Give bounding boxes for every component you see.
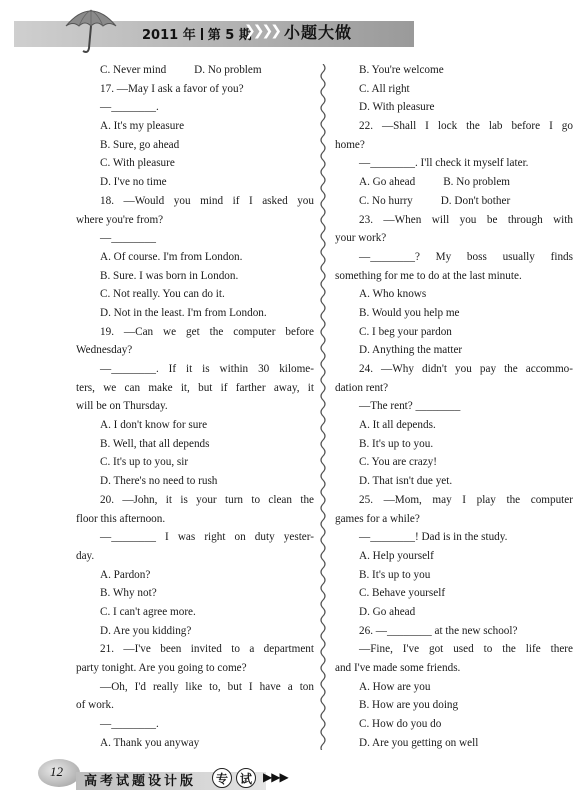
text-line: your work? bbox=[335, 232, 387, 245]
text-line: 21. —I've been invited to a department bbox=[100, 643, 314, 656]
text-line: D. That isn't due yet. bbox=[359, 475, 453, 488]
text-line: D. Are you kidding? bbox=[100, 624, 192, 637]
footer-badge-1: 专 bbox=[212, 768, 232, 788]
text-line: —Oh, I'd really like to, but I have a ton bbox=[100, 680, 314, 693]
text-line: C. It's up to you, sir bbox=[100, 456, 189, 469]
text-line: D. Not in the least. I'm from London. bbox=[100, 306, 267, 319]
text-line: A. It's my pleasure bbox=[100, 120, 185, 133]
page-number: 12 bbox=[50, 764, 63, 779]
text-line: day. bbox=[76, 549, 95, 562]
text-line: B. It's up to you. bbox=[359, 437, 434, 450]
text-line: 22. —Shall I lock the lab before I go bbox=[359, 120, 573, 133]
text-line: D. I've no time bbox=[100, 176, 167, 189]
text-line: Wednesday? bbox=[76, 344, 133, 357]
text-line: 25. —Mom, may I play the computer bbox=[359, 493, 573, 506]
text-line: B. Why not? bbox=[100, 587, 157, 600]
text-line: party tonight. Are you going to come? bbox=[76, 662, 247, 674]
text-line: floor this afternoon. bbox=[76, 512, 166, 525]
umbrella-logo bbox=[62, 4, 120, 56]
text-line: B. Sure. I was born in London. bbox=[100, 269, 239, 282]
text-line: A. Of course. I'm from London. bbox=[100, 250, 243, 263]
right-column bbox=[335, 61, 573, 752]
left-column bbox=[76, 61, 314, 752]
text-line: C. I can't agree more. bbox=[100, 605, 196, 618]
text-line: —Fine, I've got used to the life there bbox=[359, 643, 573, 656]
text-line: D. Are you getting on well bbox=[359, 736, 479, 749]
text-line: —________. I'll check it myself later. bbox=[359, 157, 529, 170]
text-line: D. Anything the matter bbox=[359, 344, 463, 357]
text-line: B. How are you doing bbox=[359, 699, 459, 712]
text-line: A. How are you bbox=[359, 680, 431, 693]
text-line: C. Behave yourself bbox=[359, 587, 446, 600]
text-line: ters, we can make it, but if farther away, it bbox=[76, 381, 314, 394]
text-line: C. You are crazy! bbox=[359, 456, 437, 469]
text-line: B. It's up to you bbox=[359, 568, 431, 581]
header-chevrons: ❯❯❯❯ bbox=[244, 23, 279, 39]
text-line: games for a while? bbox=[335, 512, 420, 525]
text-line: A. Thank you anyway bbox=[100, 736, 200, 749]
text-line: C. I beg your pardon bbox=[359, 325, 452, 338]
text-line: 18. —Would you mind if I asked you bbox=[100, 194, 314, 207]
text-line: C. With pleasure bbox=[100, 157, 175, 170]
text-line: —________. bbox=[100, 718, 159, 731]
text-line: C. All right bbox=[359, 82, 410, 95]
text-line: D. Go ahead bbox=[359, 605, 416, 618]
text-line: home? bbox=[335, 138, 365, 151]
text-line: of work. bbox=[76, 699, 114, 712]
text-line: C. Never mind D. No problem bbox=[100, 64, 262, 76]
text-line: D. There's no need to rush bbox=[100, 475, 218, 488]
text-line: 19. —Can we get the computer before bbox=[100, 325, 314, 338]
text-line: —________ I was right on duty yester- bbox=[100, 531, 314, 544]
text-line: —________! Dad is in the study. bbox=[359, 531, 508, 544]
text-line: A. It all depends. bbox=[359, 419, 436, 432]
text-line: A. I don't know for sure bbox=[100, 419, 208, 432]
text-line: —________. bbox=[100, 101, 159, 114]
text-line: A. Pardon? bbox=[100, 568, 151, 581]
text-line: and I've made some friends. bbox=[335, 662, 461, 674]
text-line: —________? My boss usually finds bbox=[359, 250, 573, 263]
text-line: D. With pleasure bbox=[359, 101, 435, 114]
text-line: C. How do you do bbox=[359, 718, 442, 731]
text-line: B. Would you help me bbox=[359, 306, 460, 319]
footer-arrows: ▶▶▶ bbox=[263, 770, 288, 784]
issue-label bbox=[142, 24, 252, 43]
column-divider bbox=[319, 64, 327, 750]
text-line: —________ bbox=[100, 232, 156, 245]
issue-number: 第 5 期 bbox=[207, 28, 252, 43]
text-line: 24. —Why didn't you pay the accommo- bbox=[359, 363, 573, 375]
text-line: —The rent? ________ bbox=[359, 400, 461, 413]
text-line: C. Not really. You can do it. bbox=[100, 288, 225, 301]
text-line: 20. —John, it is your turn to clean the bbox=[100, 493, 314, 506]
text-line: something for me to do at the last minute. bbox=[335, 269, 522, 282]
text-line: B. Well, that all depends bbox=[100, 437, 210, 450]
text-line: where you're from? bbox=[76, 213, 164, 226]
text-line: 17. —May I ask a favor of you? bbox=[100, 82, 244, 95]
text-line: C. No hurry D. Don't bother bbox=[359, 194, 511, 207]
text-line: dation rent? bbox=[335, 381, 389, 394]
text-line: will be on Thursday. bbox=[76, 400, 168, 413]
text-line: A. Help yourself bbox=[359, 549, 434, 562]
publication-title: 高考试题设计版 bbox=[84, 774, 197, 789]
text-line: A. Go ahead B. No problem bbox=[359, 176, 511, 189]
text-line: A. Who knows bbox=[359, 288, 427, 301]
text-line: —________. If it is within 30 kilome- bbox=[100, 363, 314, 375]
issue-separator bbox=[201, 28, 203, 40]
footer-badge-2: 试 bbox=[236, 768, 256, 788]
text-line: B. You're welcome bbox=[359, 64, 444, 76]
text-line: B. Sure, go ahead bbox=[100, 138, 180, 151]
text-line: 26. —________ at the new school? bbox=[359, 624, 518, 637]
column-title: 小题大做 bbox=[284, 23, 353, 42]
issue-year: 2011 年 bbox=[142, 28, 196, 43]
text-line: 23. —When will you be through with bbox=[359, 213, 573, 226]
